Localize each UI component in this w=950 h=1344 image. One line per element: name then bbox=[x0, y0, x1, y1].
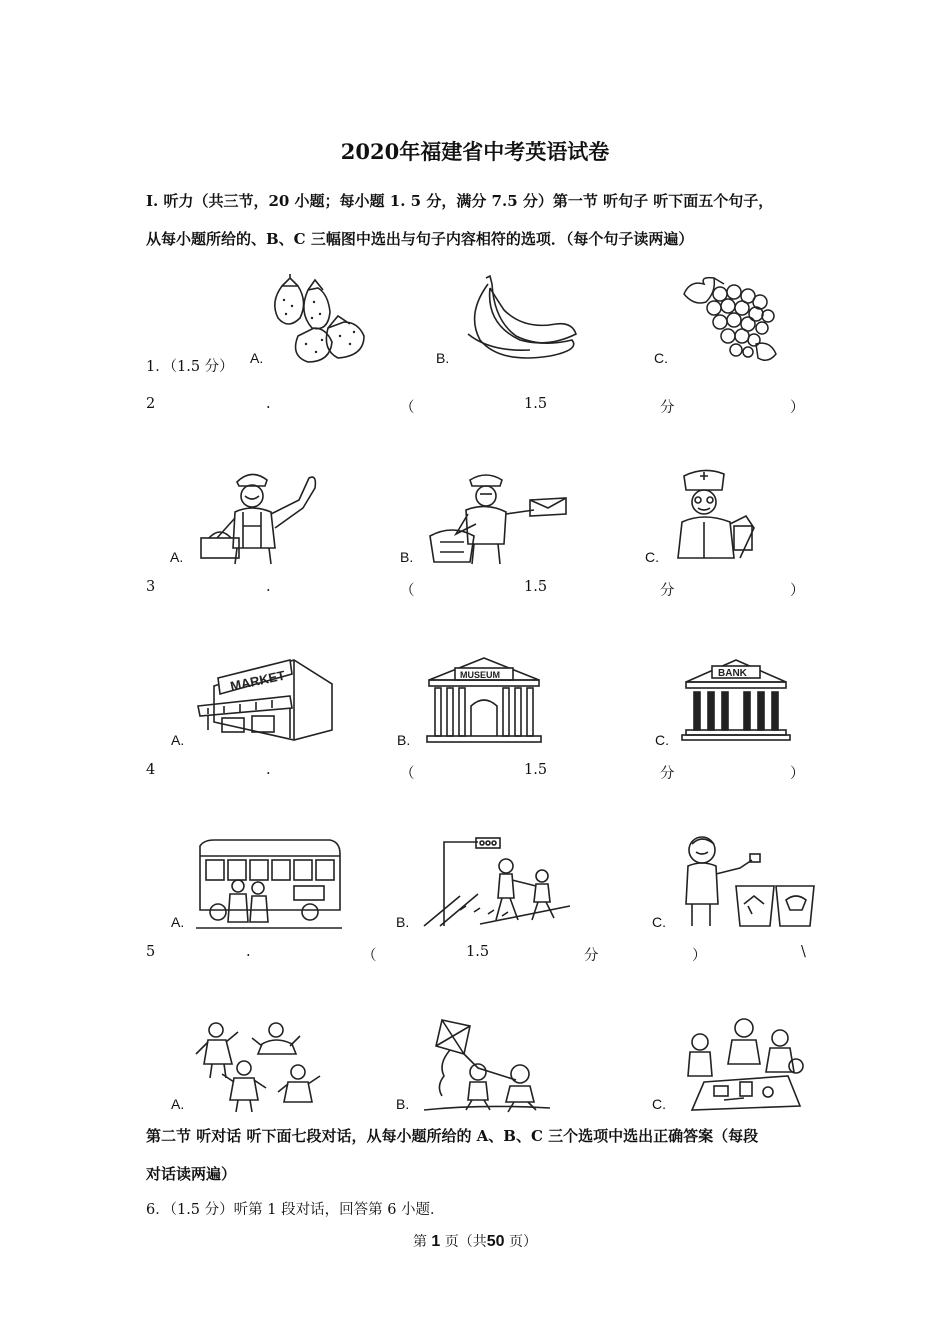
question-6-line: 6．（1.5 分）听第 1 段对话，回答第 6 小题． bbox=[146, 1202, 445, 1218]
dancing-icon bbox=[192, 1018, 328, 1116]
footer-suffix: 页） bbox=[509, 1234, 538, 1250]
question-4-number: 4 bbox=[146, 762, 156, 778]
postman-icon bbox=[426, 470, 570, 570]
page-title: 2020年福建省中考英语试卷 bbox=[340, 139, 610, 164]
option-c-label: C. bbox=[654, 350, 668, 366]
question-5-dot: . bbox=[246, 944, 251, 960]
question-2-close-paren: ） bbox=[790, 400, 805, 416]
footer-prefix: 第 bbox=[412, 1234, 427, 1250]
question-2-score: 1.5 bbox=[524, 396, 548, 412]
question-2-number: 2 bbox=[146, 396, 156, 412]
question-1-line bbox=[146, 355, 234, 376]
picnic-icon bbox=[680, 1016, 810, 1116]
worker-icon bbox=[195, 468, 335, 570]
option-a-label: A. bbox=[171, 732, 185, 748]
question-5-score: 1.5 bbox=[466, 944, 490, 960]
question-5-number: 5 bbox=[146, 944, 156, 960]
question-5-open-paren: （ bbox=[362, 948, 377, 964]
question-5-extra-mark: \ bbox=[801, 944, 806, 960]
question-3-score: 1.5 bbox=[524, 579, 548, 595]
question-4-open-paren: （ bbox=[400, 766, 415, 782]
question-3-dot: . bbox=[266, 579, 271, 595]
question-number: 1． bbox=[146, 359, 170, 375]
option-b-label: B. bbox=[400, 549, 414, 565]
option-b-label: B. bbox=[397, 732, 411, 748]
strawberries-icon bbox=[268, 272, 368, 368]
question-4-close-paren: ） bbox=[790, 766, 805, 782]
option-c-label: C. bbox=[655, 732, 669, 748]
doctor-icon bbox=[668, 468, 764, 568]
section2-line2: 对话读两遍） bbox=[146, 1165, 237, 1183]
question-3-unit: 分 bbox=[660, 583, 675, 599]
svg-text:MARKET: MARKET bbox=[228, 667, 287, 694]
section2-line1: 第二节 听对话 听下面七段对话，从每小题所给的 A、B、C 三个选项中选出正确答案（每段 bbox=[146, 1127, 759, 1145]
option-a-label: A. bbox=[170, 549, 184, 565]
section1-instructions bbox=[146, 185, 826, 255]
question-2-open-paren: （ bbox=[400, 400, 415, 416]
question-4-unit: 分 bbox=[660, 766, 675, 782]
option-a-label: A. bbox=[171, 1096, 185, 1112]
question-score: （1.5 分） bbox=[169, 359, 234, 375]
section2-instructions bbox=[146, 1120, 826, 1190]
option-b-label: B. bbox=[396, 1096, 410, 1112]
section1-line1: Ⅰ. 听力（共三节，20 小题；每小题 1. 5 分，满分 7.5 分）第一节 听句子 听下面五个句子， bbox=[146, 192, 774, 210]
crossing-icon bbox=[420, 836, 570, 932]
option-a-label: A. bbox=[171, 914, 185, 930]
grapes-icon bbox=[680, 274, 780, 370]
market-icon bbox=[194, 656, 336, 746]
question-5-close-paren: ） bbox=[692, 948, 707, 964]
svg-text:BANK: BANK bbox=[718, 668, 747, 679]
bus-icon bbox=[194, 838, 344, 934]
option-c-label: C. bbox=[645, 549, 659, 565]
option-c-label: C. bbox=[652, 1096, 666, 1112]
option-b-label: B. bbox=[436, 350, 450, 366]
bananas-icon bbox=[460, 274, 584, 368]
question-5-unit: 分 bbox=[584, 948, 599, 964]
bank-icon bbox=[682, 658, 790, 746]
question-3-close-paren: ） bbox=[790, 583, 805, 599]
option-a-label: A. bbox=[250, 350, 264, 366]
kite-icon bbox=[420, 1016, 552, 1116]
question-2-unit: 分 bbox=[660, 400, 675, 416]
question-3-open-paren: （ bbox=[400, 583, 415, 599]
recycling-icon bbox=[678, 834, 818, 934]
section1-line2: 从每小题所给的、B、C 三幅图中选出与句子内容相符的选项．（每个句子读两遍） bbox=[146, 230, 694, 248]
question-3-number: 3 bbox=[146, 579, 156, 595]
footer-total-pages: 50 bbox=[486, 1233, 505, 1250]
question-4-score: 1.5 bbox=[524, 762, 548, 778]
footer-page-number: 1 bbox=[431, 1233, 441, 1250]
museum-icon bbox=[425, 654, 543, 748]
svg-text:MUSEUM: MUSEUM bbox=[460, 670, 500, 680]
option-b-label: B. bbox=[396, 914, 410, 930]
question-4-dot: . bbox=[266, 762, 271, 778]
page-footer bbox=[0, 1231, 950, 1251]
question-2-dot: . bbox=[266, 396, 271, 412]
footer-middle: 页（共 bbox=[444, 1234, 487, 1250]
option-c-label: C. bbox=[652, 914, 666, 930]
